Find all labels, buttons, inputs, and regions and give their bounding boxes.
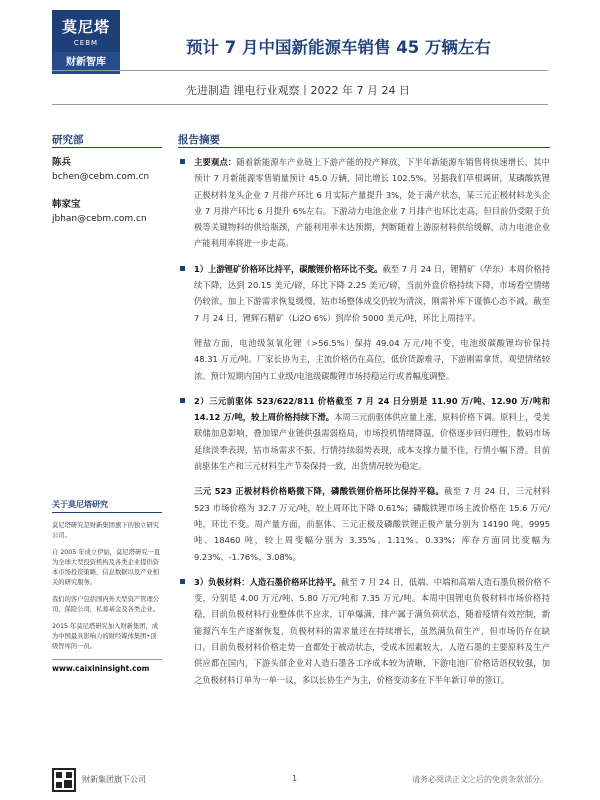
about-paragraph: 莫尼塔研究是财新集团旗下的独立研究公司。	[52, 522, 160, 539]
bullet-lead: 3）负极材料：人造石墨价格环比持平。	[194, 576, 341, 587]
summary-bullet	[178, 154, 550, 252]
analyst-card	[52, 198, 147, 226]
report-title: 预计 7 月中国新能源车销售 45 万辆左右	[186, 38, 491, 57]
logo-en: CEBM	[73, 39, 99, 47]
summary-bullet	[178, 574, 550, 688]
report-summary	[178, 154, 550, 688]
subtitle-divider	[52, 104, 548, 105]
bullet-text: 随着新能源车产业链上下游产能的投产释放，下半年新能源车销售将快速增长，其中预计 7 月新能源零售销量预计 45.0 万辆，同比增长 102.5%。另据我们草根调研，某磷酸铁锂正极材料龙头企业 7 月排产环比 6 月实际产量提升 3%，处于满产状态，某三元正极材料龙头企业 7 月排产环比 6 月提升 6%左右。下游动力电池企业 7 月排产也环比走高，但目前仍受限于负极等关键物料的供给瓶颈，产能利用率未达预期，判断随着上游原材料供给缓解，动力电池企业产能利用率将进一步走高。	[194, 157, 550, 249]
paragraph-lead: 三元 523 正极材料价格略微下降，磷酸铁锂价格环比保持平稳。	[194, 486, 445, 497]
analyst-name: 陈兵	[52, 157, 72, 168]
paragraph-text: 截至 7 月 24 日，三元材料 523 市场价格为 32.7 万元/吨，较上周环比下降 0.61%；磷酸铁锂市场主流价格在 15.6 万元/吨，环比不变。周产量方面，前驱体、三元正极及磷酸铁锂正极产量分别为 14190 吨、9995 吨、18460 吨，较上周变幅分别为 3.35%、1.11%、0.33%；库存方面同比变幅为 9.23%、-1.76%、3.08%。	[194, 486, 550, 562]
bullet-text: 本周三元前驱体供应量上涨，原料价格下调。原料上，受美联储加息影响，叠加镍产业链供强需弱格局，市场投机情绪降温，价格逐步回归理性，数码市场延续淡季表现，钴市场需求不振，行情持续弱势表现，成本支撑力量不佳，行情小幅下滑。目前前驱体生产和三元材料生产节奏保持一致，出货情况较为稳定。	[194, 412, 550, 472]
bullet-text: 截至 7 月 24 日，锂精矿（华东）本周价格持续下降，达到 20.15 美元/磅，环比下降 2.25 美元/磅，当前外盘价格持续下降，市场看空情绪仍较浓，加上下游需求恢复缓慢，钴市场整体成交仍较为清淡，刚需补库下谨慎心态不减。截至 7 月 24 日，锂辉石精矿（Li2O 6%）到岸价 5000 美元/吨，环比上周持平。	[194, 263, 551, 323]
dept-heading: 研究部	[52, 134, 84, 146]
summary-heading: 报告摘要	[178, 134, 220, 146]
qr-code-icon	[52, 768, 76, 792]
analyst-card	[52, 156, 149, 184]
page-footer	[52, 768, 548, 794]
about-paragraph: 自 2005 年成立伊始，莫尼塔研究一直为全球大型投资机构及各类企业提供资本市场投资策略、信息数据以及产业相关的研究服务。	[52, 549, 161, 586]
footer-disclaimer: 请务必阅读正文之后的免责条款部分。	[412, 775, 548, 784]
bullet-lead: 主要观点：	[194, 157, 237, 167]
page-number: 1	[292, 774, 298, 783]
report-subtitle: 先进制造 锂电行业观察丨2022 年 7 月 24 日	[186, 84, 410, 97]
dept-heading-rule	[52, 147, 162, 148]
about-section	[52, 500, 162, 674]
summary-bullet	[178, 261, 550, 326]
bullet-lead: 2）三元前驱体 523/622/811 价格截至 7 月 24 日分别是 11.90 万/吨、12.90 万/吨和 14.12 万/吨，较上周价格持续下滑。	[194, 395, 550, 423]
analyst-email[interactable]: bchen@cebm.com.cn	[52, 172, 150, 182]
about-paragraph: 我们的客户包括国内外大型资产管理公司，保险公司，私募基金及各类企业。	[52, 596, 160, 613]
bullet-text: 截至 7 月 24 日，低端、中端和高端人造石墨负极价格不变，分别是 4.00 万元/吨、5.80 万元/吨和 7.35 万元/吨。本周中国锂电负极材料市场价格持稳，目前负极材料行业整体供不应求，订单爆满，排产属于满负荷状态，随着疫情有效控制，新能源汽车生产逐渐恢复，负极材料的需求量还在持续增长，虽然满负荷生产，但市场仍存在缺口。目前负极材料价格走势一直都处于被动状态，受成本因素较大，人造石墨的主要原料及生产供应都在国内，下游头部企业对人造石墨各工序成本较为清晰，下游电池厂价格话语权较强，加之负极材料订单为一单一议，多以长协生产为主，价格变动多在下半年新订单的签订。	[194, 576, 551, 685]
bullet-lead: 1）上游锂矿价格环比持平，碳酸锂价格环比不变。	[194, 263, 383, 274]
about-paragraph: 2015 年莫尼塔研究加入财新集团，成为中国最具影响力的财经媒体集团•顶级智库的一员。	[52, 623, 159, 650]
footer-company: 财新集团旗下公司	[82, 775, 146, 784]
about-heading: 关于莫尼塔研究	[52, 500, 162, 513]
summary-heading-rule	[178, 147, 550, 148]
logo-cn: 莫尼塔	[61, 18, 110, 36]
analyst-name: 韩家宝	[52, 199, 81, 210]
summary-paragraph: 锂盐方面，电池级氢氧化锂（>56.5%）保持 49.04 万元/吨不变，电池级碳酸锂均价保持 48.31 万元/吨。厂家长协为主，主流价格仍在高位，低价货源难寻，下游刚需拿货，观望情绪较浓。预计短期内国内工业级/电池级碳酸锂市场持稳运行或者幅度调整。	[194, 337, 550, 381]
title-divider	[52, 70, 548, 71]
website-link[interactable]: www.caixininsight.com	[52, 659, 162, 674]
analyst-email[interactable]: jbhan@cebm.com.cn	[52, 214, 147, 224]
summary-bullet	[178, 393, 550, 474]
summary-paragraph	[178, 483, 550, 564]
logo-sub: 财新智库	[52, 52, 120, 74]
company-logo	[52, 10, 120, 74]
